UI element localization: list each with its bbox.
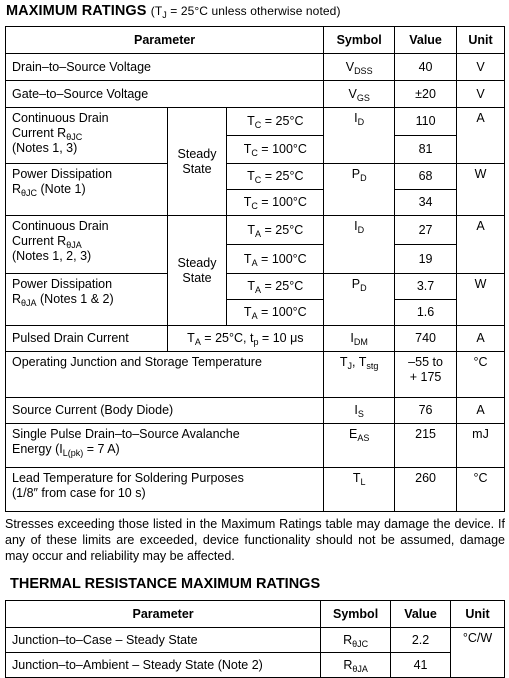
max-ratings-title: MAXIMUM RATINGS ($T_J = 25^\circ C$ unless otherwise noted) — [6, 3, 341, 20]
header-unit: Unit — [451, 601, 505, 628]
symbol-cell: $I_D$ — [324, 108, 395, 164]
param-cell: Lead Temperature for Soldering Purposes (1/8″ from case for 10 s) — [6, 468, 324, 512]
value-cell: 76 — [395, 398, 457, 424]
param-cell: Operating Junction and Storage Temperature — [6, 352, 324, 398]
value-cell: 2.2 — [391, 628, 451, 653]
symbol-cell: $V_{GS}$ — [324, 81, 395, 108]
table-row — [6, 628, 505, 653]
param-cell: Power Dissipation $R_{\theta JA}$ (Notes 1 & 2) — [6, 274, 168, 326]
value-cell: 68 — [395, 164, 457, 190]
condition-cell: $T_C = 100^\circ C$ — [227, 136, 324, 164]
condition-cell: $T_A = 25^\circ C$ — [227, 216, 324, 245]
value-cell: 260 — [395, 468, 457, 512]
unit-cell: A — [457, 216, 505, 274]
symbol-cell: $T_L$ — [324, 468, 395, 512]
value-cell: 40 — [395, 54, 457, 81]
value-cell: ±20 — [395, 81, 457, 108]
value-cell: –55 to + 175 — [395, 352, 457, 398]
table-row — [6, 164, 505, 190]
value-cell: 1.6 — [395, 300, 457, 326]
table-row — [6, 274, 505, 300]
value-cell: 34 — [395, 190, 457, 216]
unit-cell: mJ — [457, 424, 505, 468]
condition-cell: $T_A = 25^\circ C$, $t_p = 10$ μs — [167, 326, 324, 352]
table-row — [6, 352, 505, 398]
param-cell: Junction–to–Ambient – Steady State (Note 2) — [6, 653, 321, 678]
header-symbol: Symbol — [324, 27, 395, 54]
symbol-cell: $P_D$ — [324, 164, 395, 216]
symbol-cell: $I_D$ — [324, 216, 395, 274]
header-value: Value — [391, 601, 451, 628]
unit-cell: A — [457, 108, 505, 164]
symbol-cell: $I_{DM}$ — [324, 326, 395, 352]
thermal-table — [5, 600, 505, 678]
symbol-cell: $R_{\theta JC}$ — [321, 628, 391, 653]
condition-cell: $T_C = 100^\circ C$ — [227, 190, 324, 216]
symbol-cell: $T_J$, $T_{stg}$ — [324, 352, 395, 398]
table-row — [6, 81, 505, 108]
state-cell: Steady State — [167, 216, 227, 326]
param-cell: Gate–to–Source Voltage — [6, 81, 324, 108]
header-symbol: Symbol — [321, 601, 391, 628]
unit-cell: °C/W — [451, 628, 505, 678]
table-row — [6, 54, 505, 81]
unit-cell: V — [457, 54, 505, 81]
symbol-cell: $P_D$ — [324, 274, 395, 326]
header-value: Value — [395, 27, 457, 54]
param-cell: Single Pulse Drain–to–Source Avalanche Energy ($I_{L(pk)} = 7$ A) — [6, 424, 324, 468]
param-cell: Source Current (Body Diode) — [6, 398, 324, 424]
table-header-row — [6, 27, 505, 54]
table-header-row — [6, 601, 505, 628]
table-row — [6, 398, 505, 424]
unit-cell: °C — [457, 352, 505, 398]
value-cell: 27 — [395, 216, 457, 245]
unit-cell: W — [457, 274, 505, 326]
symbol-cell: $V_{DSS}$ — [324, 54, 395, 81]
table-row — [6, 108, 505, 136]
unit-cell: V — [457, 81, 505, 108]
table-row — [6, 424, 505, 468]
max-ratings-table — [5, 26, 505, 512]
unit-cell: °C — [457, 468, 505, 512]
condition-cell: $T_C = 25^\circ C$ — [227, 164, 324, 190]
condition-cell: $T_A = 100^\circ C$ — [227, 300, 324, 326]
unit-cell: W — [457, 164, 505, 216]
value-cell: 740 — [395, 326, 457, 352]
unit-cell: A — [457, 326, 505, 352]
symbol-cell: $R_{\theta JA}$ — [321, 653, 391, 678]
param-cell: Power Dissipation $R_{\theta JC}$ (Note 1) — [6, 164, 168, 216]
param-cell: Drain–to–Source Voltage — [6, 54, 324, 81]
condition-cell: $T_A = 25^\circ C$ — [227, 274, 324, 300]
symbol-cell: $E_{AS}$ — [324, 424, 395, 468]
value-cell: 110 — [395, 108, 457, 136]
condition-cell: $T_A = 100^\circ C$ — [227, 245, 324, 274]
header-unit: Unit — [457, 27, 505, 54]
symbol-cell: $I_S$ — [324, 398, 395, 424]
header-parameter: Parameter — [6, 601, 321, 628]
table-row — [6, 653, 505, 678]
param-cell: Continuous Drain Current $R_{\theta JA}$ (Notes 1, 2, 3) — [6, 216, 168, 274]
stress-note: Stresses exceeding those listed in the Maximum Ratings table may damage the device. If any of these limits are exceeded, device functionality should not be assumed, damage may occur and reliability may be affected. — [5, 517, 505, 563]
unit-cell: A — [457, 398, 505, 424]
value-cell: 3.7 — [395, 274, 457, 300]
value-cell: 215 — [395, 424, 457, 468]
param-cell: Pulsed Drain Current — [6, 326, 168, 352]
state-cell: Steady State — [167, 108, 227, 216]
thermal-title: THERMAL RESISTANCE MAXIMUM RATINGS — [10, 576, 321, 592]
value-cell: 81 — [395, 136, 457, 164]
value-cell: 41 — [391, 653, 451, 678]
param-cell: Continuous Drain Current $R_{\theta JC}$ (Notes 1, 3) — [6, 108, 168, 164]
table-row — [6, 216, 505, 245]
condition-cell: $T_C = 25^\circ C$ — [227, 108, 324, 136]
header-parameter: Parameter — [6, 27, 324, 54]
table-row — [6, 468, 505, 512]
table-row — [6, 326, 505, 352]
param-cell: Junction–to–Case – Steady State — [6, 628, 321, 653]
value-cell: 19 — [395, 245, 457, 274]
